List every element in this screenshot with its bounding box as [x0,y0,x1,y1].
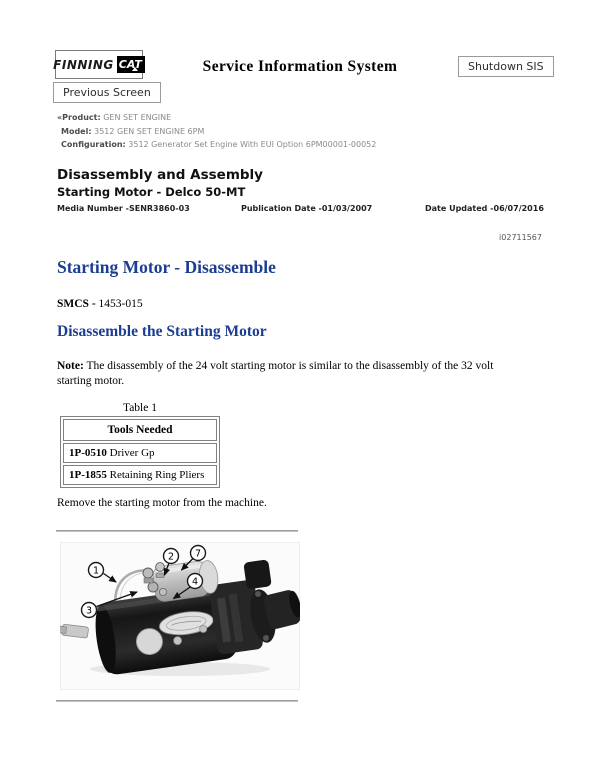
main-heading: Starting Motor - Disassemble [57,257,276,277]
configuration-label: Configuration: [61,140,126,149]
shutdown-sis-button[interactable]: Shutdown SIS [458,56,554,77]
document-info [57,167,547,216]
tools-needed-table [60,416,220,488]
note-text: The disassembly of the 24 volt starting motor is similar to the disassembly of the 32 volt starting motor. [57,360,494,387]
product-line [57,111,376,125]
model-label: Model: [61,126,92,136]
note-paragraph [57,359,529,389]
smcs-value: 1453-015 [98,298,143,310]
date-updated: Date Updated -06/07/2016 [425,204,544,213]
table-cell [63,443,217,463]
publication-date: Publication Date -01/03/2007 [241,204,373,213]
document-section-title: Disassembly and Assembly [57,167,263,183]
product-value: GEN SET ENGINE [103,113,172,122]
callout-1-label: 1 [92,565,100,577]
tool-part-number: 1P-0510 [69,447,107,459]
figure-divider-top [56,530,298,532]
table-row [63,465,217,485]
table-caption: Table 1 [122,402,157,414]
cat-logo: CAT [117,56,145,73]
instruction-text: Remove the starting motor from the machine. [57,497,267,509]
table-row [63,443,217,463]
table-header-row [63,419,217,441]
tool-part-number: 1P-1855 [69,469,107,481]
page-title: Service Information System [202,58,398,75]
table-cell [63,465,217,485]
configuration-line [57,138,376,152]
smcs-label: SMCS - [57,298,96,310]
callout-3-label: 3 [85,605,93,617]
callout-7-label: 7 [194,548,202,560]
finning-logo-text: FINNING [53,57,114,72]
media-number: Media Number -SENR3860-03 [57,204,190,213]
document-id: i02711567 [499,233,542,242]
tool-description: Driver Gp [109,447,155,459]
previous-screen-button[interactable]: Previous Screen [53,82,161,103]
product-info [57,111,376,152]
note-label: Note: [57,360,84,372]
callout-4-label: 4 [191,576,199,588]
model-value: 3512 GEN SET ENGINE 6PM [94,126,205,136]
configuration-value: 3512 Generator Set Engine With EUI Option 6PM00001-00052 [128,140,377,149]
smcs-line [57,298,143,310]
tool-description: Retaining Ring Pliers [109,469,205,481]
document-subtitle: Starting Motor - Delco 50-MT [57,185,246,199]
table-header-cell: Tools Needed [63,419,217,441]
starting-motor-photo [60,542,300,690]
figure-divider-bottom [56,700,298,702]
sub-heading: Disassemble the Starting Motor [57,323,267,340]
media-info-row [57,204,547,216]
model-line [57,125,376,139]
solenoid-end-cap [243,559,272,589]
product-label: «Product: [57,113,101,122]
callout-2-label: 2 [167,551,175,563]
